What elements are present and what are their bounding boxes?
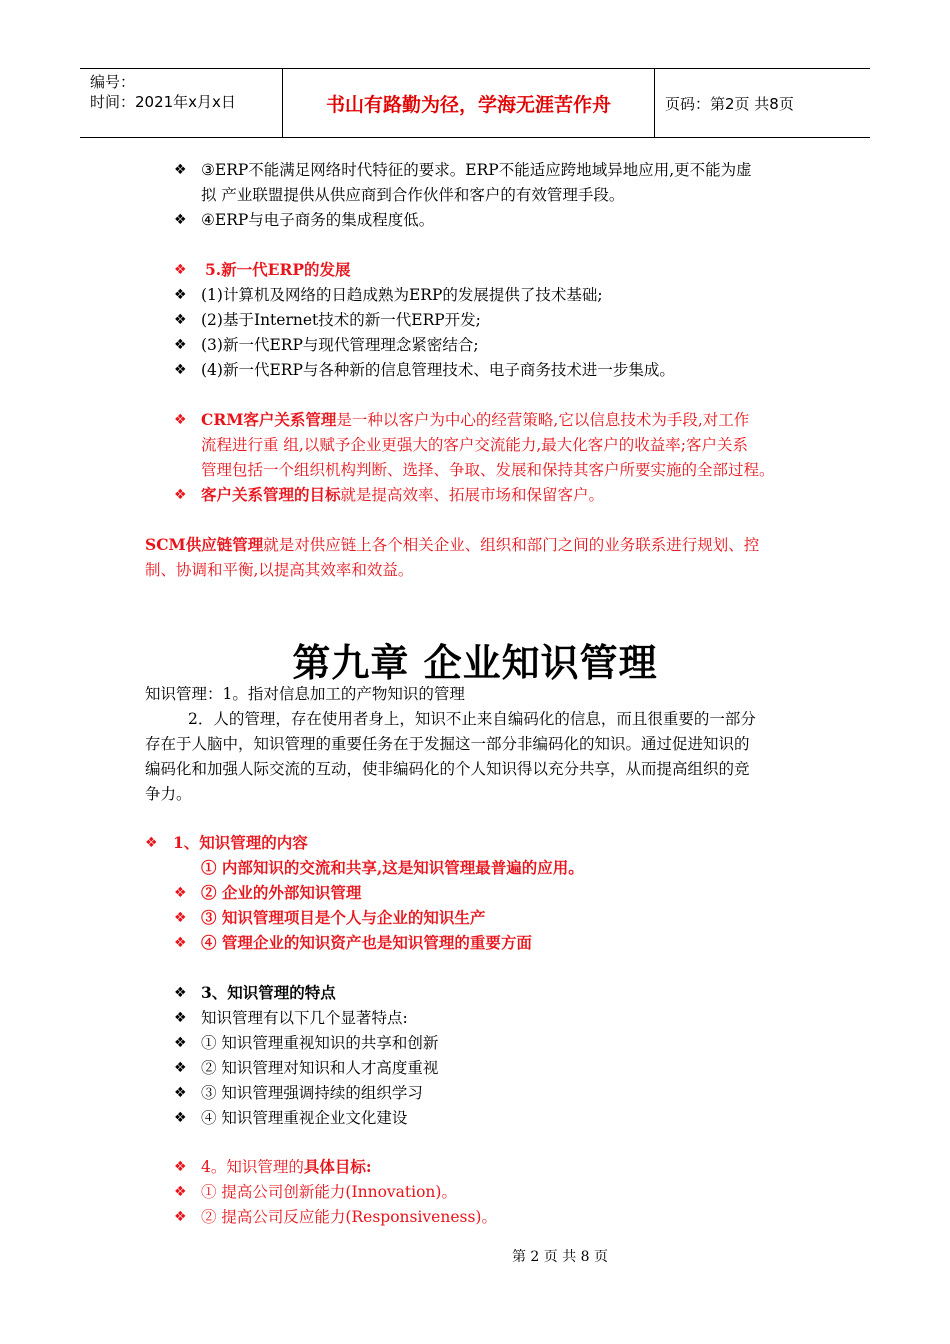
bullet-icon: ❖ <box>174 985 187 1001</box>
bullet-icon: ❖ <box>174 1060 187 1076</box>
erp-issue-3-line1: ③ERP不能满足网络时代特征的要求。ERP不能适应跨地域异地应用,更不能为虚 <box>201 161 752 179</box>
chapter-intro-3: 存在于人脑中，知识管理的重要任务在于发掘这一部分非编码化的知识。通过促进知识的 <box>145 735 750 753</box>
chapter-title: 第九章 企业知识管理 <box>292 641 658 685</box>
km-features-heading: 3、知识管理的特点 <box>201 983 336 1002</box>
km-goals-heading <box>201 1156 372 1178</box>
bullet-icon: ❖ <box>174 1010 187 1026</box>
chapter-intro-2: 2．人的管理，存在使用者身上，知识不止来自编码化的信息，而且很重要的一部分 <box>188 710 756 728</box>
km-feature-2: ② 知识管理对知识和人才高度重视 <box>201 1059 439 1077</box>
crm-goal-rest: 就是提高效率、拓展市场和保留客户。 <box>340 486 605 504</box>
number-label: 编号： <box>90 73 136 91</box>
crm-goal-term: 客户关系管理的目标 <box>201 485 341 504</box>
bullet-icon: ❖ <box>174 287 187 303</box>
new-erp-item-3: (3)新一代ERP与现代管理理念紧密结合; <box>201 336 479 354</box>
crm-line-3: 管理包括一个组织机构判断、选择、争取、发展和保持其客户所要实施的全部过程。 <box>201 461 775 479</box>
km-content-item-4: ④ 管理企业的知识资产也是知识管理的重要方面 <box>201 933 532 952</box>
chapter-intro-1: 知识管理：1。指对信息加工的产物知识的管理 <box>145 685 465 703</box>
bullet-icon: ❖ <box>174 362 187 378</box>
km-content-item-3: ③ 知识管理项目是个人与企业的知识生产 <box>201 908 486 927</box>
km-goal-1: ① 提高公司创新能力(Innovation)。 <box>201 1183 457 1201</box>
km-features-intro: 知识管理有以下几个显著特点: <box>201 1009 408 1027</box>
bullet-icon: ❖ <box>145 835 158 851</box>
bullet-icon: ❖ <box>174 1110 187 1126</box>
bullet-icon: ❖ <box>174 910 187 926</box>
bullet-icon: ❖ <box>174 1209 187 1225</box>
crm-line-1 <box>201 409 749 431</box>
bullet-icon: ❖ <box>174 337 187 353</box>
new-erp-item-1: (1)计算机及网络的日趋成熟为ERP的发展提供了技术基础; <box>201 286 603 304</box>
bullet-icon: ❖ <box>174 1035 187 1051</box>
crm-line-2: 流程进行重 组,以赋予企业更强大的客户交流能力,最大化客户的收益率;客户关系 <box>201 436 749 454</box>
scm-line-1 <box>145 534 759 556</box>
km-goals-heading-bold: 具体目标: <box>303 1157 372 1176</box>
erp-issue-3-line2: 拟 产业联盟提供从供应商到合作伙伴和客户的有效管理手段。 <box>201 186 625 204</box>
km-content-heading: 1、知识管理的内容 <box>173 833 308 852</box>
km-content-item-2: ② 企业的外部知识管理 <box>201 883 362 902</box>
km-feature-1: ① 知识管理重视知识的共享和创新 <box>201 1034 439 1052</box>
km-content-item-1: ① 内部知识的交流和共享,这是知识管理最普遍的应用。 <box>201 858 584 877</box>
bullet-icon: ❖ <box>174 935 187 951</box>
bullet-icon: ❖ <box>174 312 187 328</box>
scm-line-1-rest: 就是对供应链上各个相关企业、组织和部门之间的业务联系进行规划、控 <box>263 536 760 554</box>
km-feature-4: ④ 知识管理重视企业文化建设 <box>201 1109 408 1127</box>
bullet-icon: ❖ <box>174 1159 187 1175</box>
page-footer: 第 2 页 共 8 页 <box>511 1249 609 1265</box>
scm-term: SCM供应链管理 <box>145 535 264 554</box>
bullet-icon: ❖ <box>174 487 187 503</box>
km-feature-3: ③ 知识管理强调持续的组织学习 <box>201 1084 423 1102</box>
bullet-icon: ❖ <box>174 1085 187 1101</box>
bullet-icon: ❖ <box>174 885 187 901</box>
chapter-intro-5: 争力。 <box>145 785 192 803</box>
crm-line-1-rest: 是一种以客户为中心的经营策略,它以信息技术为手段,对工作 <box>336 411 750 429</box>
km-goals-heading-pre: 4。知识管理的 <box>201 1158 304 1176</box>
chapter-intro-4: 编码化和加强人际交流的互动，使非编码化的个人知识得以充分共享，从而提高组织的竞 <box>145 760 750 778</box>
bullet-icon: ❖ <box>174 412 187 428</box>
crm-goal <box>201 484 604 506</box>
bullet-icon: ❖ <box>174 1184 187 1200</box>
new-erp-item-4: (4)新一代ERP与各种新的信息管理技术、电子商务技术进一步集成。 <box>201 361 675 379</box>
bullet-icon: ❖ <box>174 162 187 178</box>
page-header <box>80 68 870 138</box>
header-motto: 书山有路勤为径，学海无涯苦作舟 <box>282 69 655 137</box>
header-meta <box>80 69 282 137</box>
bullet-icon: ❖ <box>174 212 187 228</box>
km-goal-2: ② 提高公司反应能力(Responsiveness)。 <box>201 1208 497 1226</box>
erp-issue-4: ④ERP与电子商务的集成程度低。 <box>201 211 435 229</box>
time-label: 时间：2021年x月x日 <box>90 93 236 111</box>
bullet-icon: ❖ <box>174 262 187 278</box>
header-page-info: 页码：第2页 共8页 <box>665 94 794 113</box>
new-erp-heading: 5.新一代ERP的发展 <box>205 260 351 279</box>
crm-term: CRM客户关系管理 <box>201 410 337 429</box>
new-erp-item-2: (2)基于Internet技术的新一代ERP开发; <box>201 311 481 329</box>
scm-line-2: 制、协调和平衡,以提高其效率和效益。 <box>145 561 414 579</box>
